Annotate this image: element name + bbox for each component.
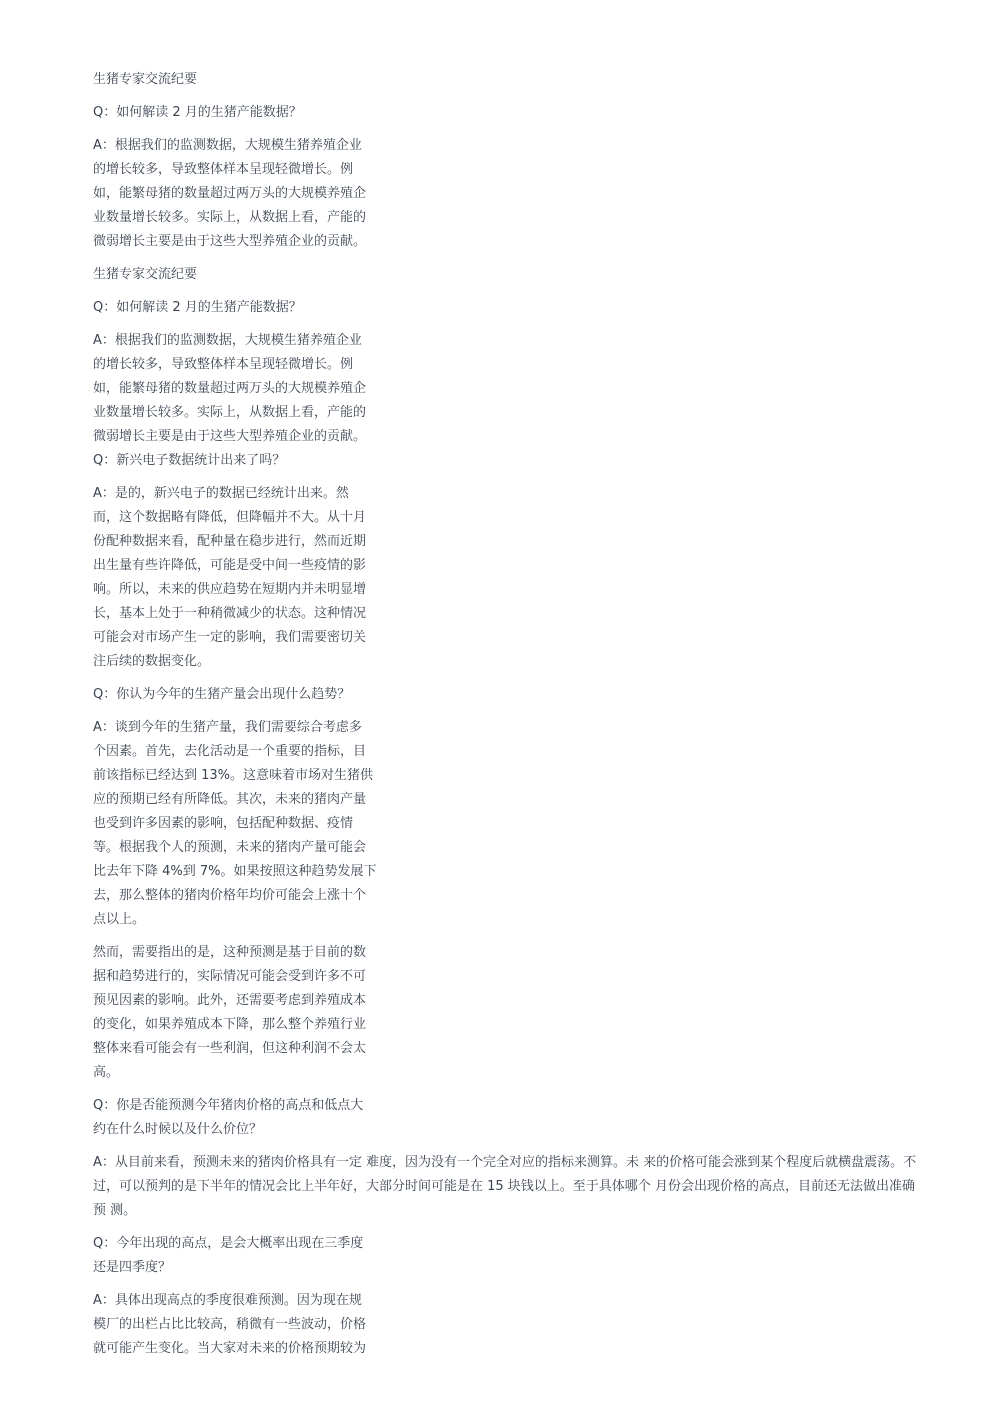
text-line: 注后续的数据变化。: [93, 654, 211, 669]
text-line: A：谈到今年的生猪产量，我们需要综合考虑多: [93, 720, 362, 735]
text-line: 份配种数据来看，配种量在稳步进行，然而近期: [93, 534, 367, 549]
text-line: 过，可以预判的是下半年的情况会比上半年好，大部分时间可能是在 15 块钱以上。至于具体哪个 月份会出现价格的高点，目前还无法做出准确: [93, 1179, 915, 1194]
text-line: 还是四季度？: [93, 1260, 172, 1275]
document-page: [93, 68, 938, 1361]
text-line: 如，能繁母猪的数量超过两万头的大规模养殖企: [93, 381, 367, 396]
text-line: 预见因素的影响。此外，还需要考虑到养殖成本: [93, 993, 367, 1008]
text-line: 据和趋势进行的，实际情况可能会受到许多不可: [93, 969, 367, 984]
text-line: 微弱增长主要是由于这些大型养殖企业的贡献。: [93, 429, 367, 444]
text-line: A：具体出现高点的季度很难预测。因为现在规: [93, 1293, 362, 1308]
text-line: Q：新兴电子数据统计出来了吗？: [93, 453, 286, 468]
text-line: 也受到许多因素的影响，包括配种数据、疫情: [93, 816, 354, 831]
text-line: Q：今年出现的高点，是会大概率出现在三季度: [93, 1236, 364, 1251]
text-line: 预 测。: [93, 1203, 137, 1218]
text-line: 高。: [93, 1065, 120, 1080]
text-line: 如，能繁母猪的数量超过两万头的大规模养殖企: [93, 186, 367, 201]
doc-title: [93, 68, 385, 92]
question-paragraph: [93, 296, 385, 320]
text-line: 点以上。: [93, 912, 146, 927]
text-line: 就可能产生变化。当大家对未来的价格预期较为: [93, 1341, 367, 1356]
text-line: 然而，需要指出的是，这种预测是基于目前的数: [93, 945, 367, 960]
text-line: 的增长较多，导致整体样本呈现轻微增长。例: [93, 357, 354, 372]
text-line: A：根据我们的监测数据，大规模生猪养殖企业: [93, 333, 362, 348]
text-line: 比去年下降 4%到 7%。如果按照这种趋势发展下: [93, 864, 377, 879]
text-line: Q：如何解读 2 月的生猪产能数据？: [93, 105, 302, 120]
answer-paragraph: [93, 1151, 938, 1223]
doc-title: [93, 263, 385, 287]
text-line: 生猪专家交流纪要: [93, 267, 198, 282]
text-line: Q：如何解读 2 月的生猪产能数据？: [93, 300, 302, 315]
text-line: 去，那么整体的猪肉价格年均价可能会上涨十个: [93, 888, 367, 903]
question-paragraph: [93, 1232, 385, 1280]
text-line: 业数量增长较多。实际上，从数据上看，产能的: [93, 405, 367, 420]
text-line: 的增长较多，导致整体样本呈现轻微增长。例: [93, 162, 354, 177]
question-paragraph: [93, 683, 385, 707]
answer-paragraph: [93, 1289, 385, 1361]
text-line: 应的预期已经有所降低。其次，未来的猪肉产量: [93, 792, 367, 807]
text-line: 微弱增长主要是由于这些大型养殖企业的贡献。: [93, 234, 367, 249]
text-line: 前该指标已经达到 13%。这意味着市场对生猪供: [93, 768, 374, 783]
text-line: 等。根据我个人的预测，未来的猪肉产量可能会: [93, 840, 367, 855]
text-line: 响。所以，未来的供应趋势在短期内并未明显增: [93, 582, 367, 597]
text-line: 业数量增长较多。实际上，从数据上看，产能的: [93, 210, 367, 225]
text-line: 可能会对市场产生一定的影响，我们需要密切关: [93, 630, 367, 645]
answer-paragraph: [93, 482, 385, 674]
text-line: 而，这个数据略有降低，但降幅并不大。从十月: [93, 510, 367, 525]
text-line: 约在什么时候以及什么价位？: [93, 1122, 263, 1137]
text-line: Q：你认为今年的生猪产量会出现什么趋势？: [93, 687, 351, 702]
text-line: Q：你是否能预测今年猪肉价格的高点和低点大: [93, 1098, 364, 1113]
question-paragraph: [93, 101, 385, 125]
text-line: A：是的，新兴电子的数据已经统计出来。然: [93, 486, 349, 501]
text-line: 模厂的出栏占比比较高，稍微有一些波动，价格: [93, 1317, 367, 1332]
text-line: 出生量有些许降低，可能是受中间一些疫情的影: [93, 558, 367, 573]
answer-paragraph: [93, 134, 385, 254]
answer-paragraph: [93, 329, 385, 473]
answer-paragraph: [93, 941, 385, 1085]
text-line: 长，基本上处于一种稍微减少的状态。这种情况: [93, 606, 367, 621]
text-line: 个因素。首先，去化活动是一个重要的指标，目: [93, 744, 367, 759]
question-paragraph: [93, 1094, 385, 1142]
text-line: 生猪专家交流纪要: [93, 72, 198, 87]
text-line: 整体来看可能会有一些利润，但这种利润不会太: [93, 1041, 367, 1056]
answer-paragraph: [93, 716, 385, 932]
text-line: 的变化，如果养殖成本下降，那么整个养殖行业: [93, 1017, 367, 1032]
text-line: A：根据我们的监测数据，大规模生猪养殖企业: [93, 138, 362, 153]
text-line: A：从目前来看，预测未来的猪肉价格具有一定 难度，因为没有一个完全对应的指标来测算。未 来的价格可能会涨到某个程度后就横盘震荡。不: [93, 1155, 917, 1170]
